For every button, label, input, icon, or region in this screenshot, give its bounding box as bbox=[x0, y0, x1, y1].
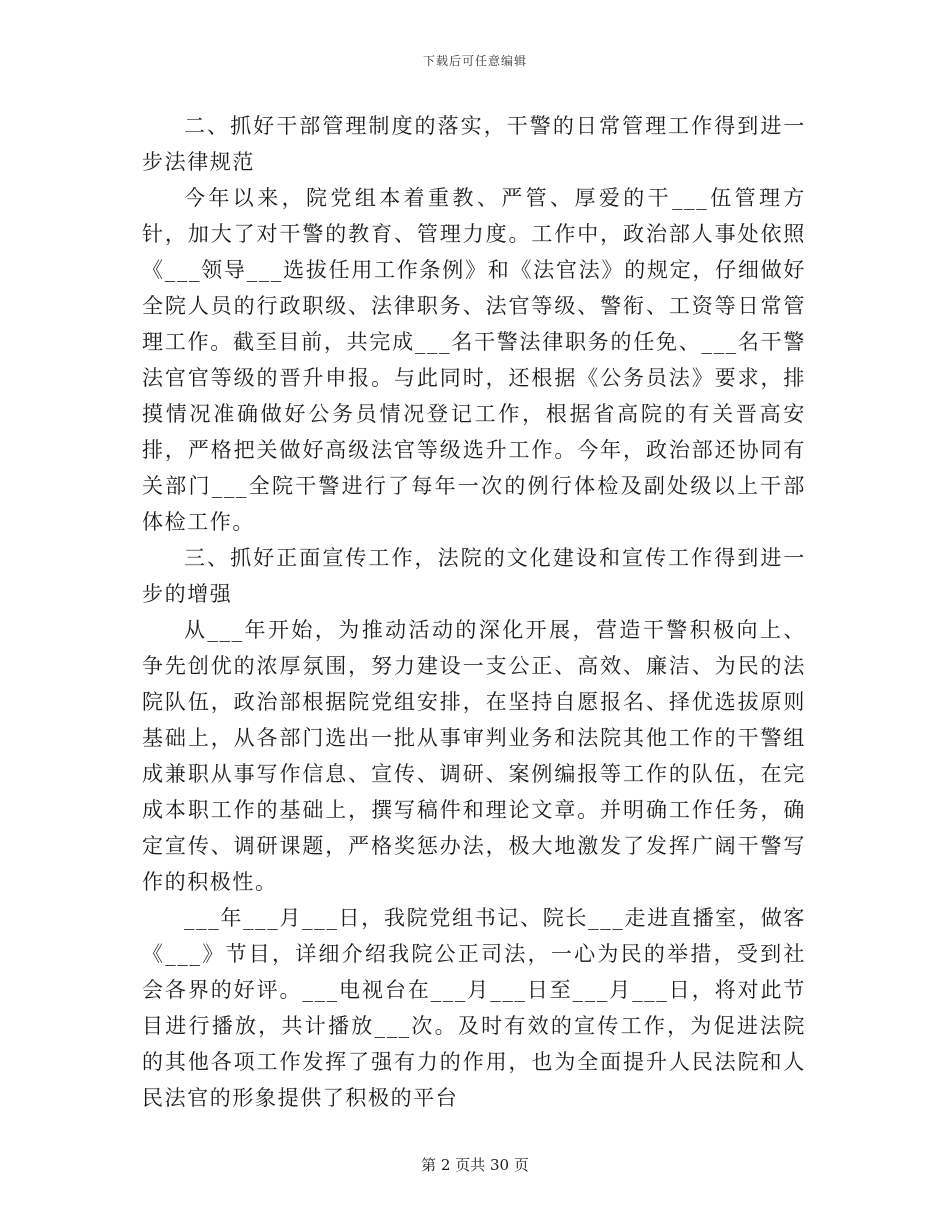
body-paragraph: 从___年开始，为推动活动的深化开展，营造干警积极向上、争先创优的浓厚氛围，努力建设一支公正、高效、廉洁、为民的法院队伍，政治部根据院党组安排，在坚持自愿报名、择优选拔原则基础上，从各部门选出一批从事审判业务和法院其他工作的干警组成兼职从事写作信息、宣传、调研、案例编报等工作的队伍，在完成本职工作的基础上，撰写稿件和理论文章。并明确工作任务，确定宣传、调研课题，严格奖惩办法，极大地激发了发挥广阔干警写作的积极性。 bbox=[142, 618, 806, 894]
body-paragraph: 今年以来，院党组本着重教、严管、厚爱的干___伍管理方针，加大了对干警的教育、管理力度。工作中，政治部人事处依照《___领导___选拔任用工作条例》和《法官法》的规定，仔细做好全院人员的行政职级、法律职务、法官等级、警衔、工资等日常管理工作。截至目前，共完成___名干警法律职务的任免、___名干警法官官等级的晋升申报。与此同时，还根据《公务员法》要求，排摸情况准确做好公务员情况登记工作，根据省高院的有关晋高安排，严格把关做好高级法官等级选升工作。今年，政治部还协同有关部门___全院干警进行了每年一次的例行体检及副处级以上干部体检工作。 bbox=[142, 186, 806, 534]
body-paragraph: ___年___月___日，我院党组书记、院长___走进直播室，做客《___》节目，详细介绍我院公正司法，一心为民的举措，受到社会各界的好评。___电视台在___月___日至___月___日，将对此节目进行播放，共计播放___次。及时有效的宣传工作，为促进法院的其他各项工作发挥了强有力的作用，也为全面提升人民法院和人民法官的形象提供了积极的平台 bbox=[142, 906, 806, 1110]
section-heading-2: 二、抓好干部管理制度的落实，干警的日常管理工作得到进一步法律规范 bbox=[142, 114, 806, 174]
page-footer: 第 2 页共 30 页 bbox=[421, 1156, 529, 1174]
document-body bbox=[142, 108, 806, 1116]
section-heading-3: 三、抓好正面宣传工作，法院的文化建设和宣传工作得到进一步的增强 bbox=[142, 546, 806, 606]
page-header: 下载后可任意编辑 bbox=[422, 54, 527, 68]
